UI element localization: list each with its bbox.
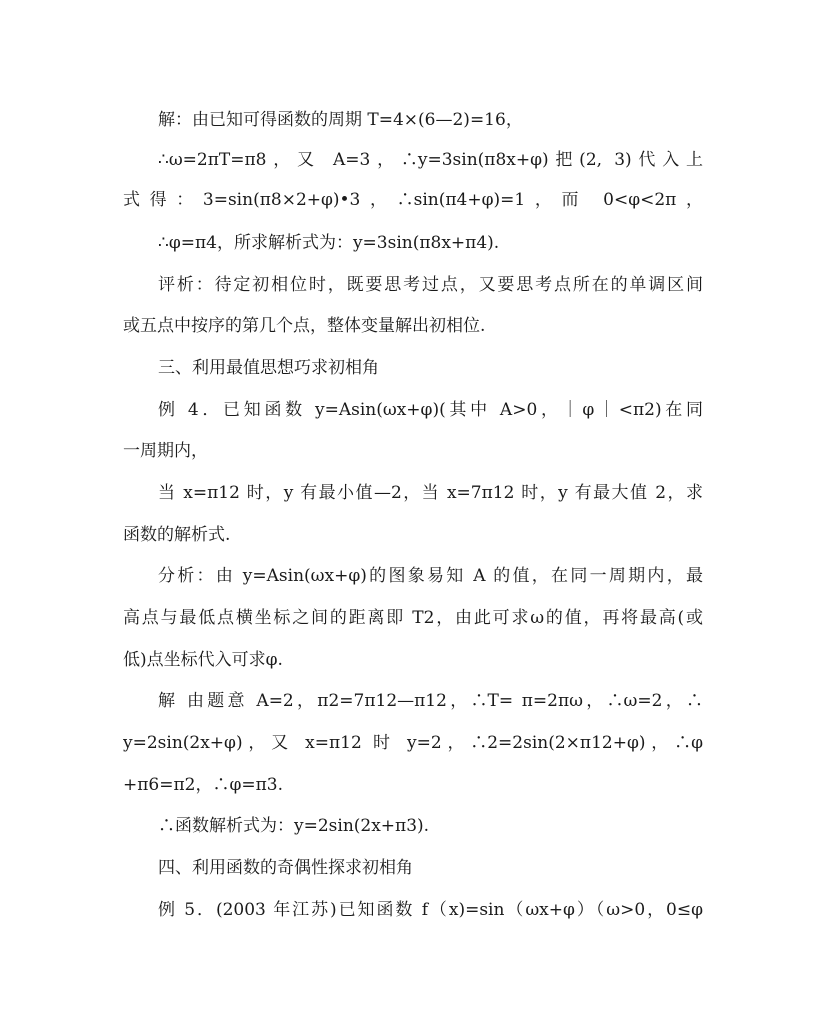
example-paragraph-line: 函数的解析式.: [123, 525, 231, 545]
section-heading: 三、利用最值思想巧求初相角: [158, 358, 379, 378]
solution-paragraph-line: 式得：3=sin(π8×2+φ)•3，∴sin(π4+φ)=1，而 0<φ<2π，: [123, 190, 703, 210]
result-paragraph-line: ∴函数解析式为：y=2sin(2x+π3).: [158, 816, 430, 836]
solution-paragraph-line: +π6=π2，∴φ=π3.: [123, 775, 284, 795]
example-paragraph-line: 一周期内，: [123, 441, 208, 461]
example-paragraph-line: 例 4．已知函数 y=Asin(ωx+φ)(其中 A>0，｜φ｜<π2)在同: [158, 400, 703, 420]
section-heading: 四、利用函数的奇偶性探求初相角: [158, 858, 413, 878]
commentary-paragraph-line: 或五点中按序的第几个点，整体变量解出初相位.: [123, 316, 486, 336]
analysis-paragraph-line: 高点与最低点横坐标之间的距离即 T2，由此可求ω的值，再将最高(或: [123, 608, 703, 628]
solution-paragraph-line: y=2sin(2x+φ)，又 x=π12 时 y=2，∴2=2sin(2×π12+φ)，∴φ: [123, 733, 703, 753]
solution-paragraph-line: 解 由题意 A=2，π2=7π12—π12，∴T= π=2πω，∴ω=2，∴: [158, 691, 703, 711]
analysis-paragraph-line: 分析：由 y=Asin(ωx+φ)的图象易知 A 的值，在同一周期内，最: [158, 566, 703, 586]
solution-paragraph-line: ∴ω=2πT=π8，又 A=3，∴y=3sin(π8x+φ)把(2, 3)代入上: [158, 150, 703, 170]
analysis-paragraph-line: 低)点坐标代入可求φ.: [123, 650, 283, 670]
solution-paragraph-line: ∴φ=π4，所求解析式为：y=3sin(π8x+π4).: [158, 233, 500, 253]
commentary-paragraph-line: 评析：待定初相位时，既要思考过点，又要思考点所在的单调区间: [158, 275, 703, 295]
example-paragraph-line: 例 5．(2003 年江苏)已知函数 f（x)=sin（ωx+φ）（ω>0，0≤φ: [158, 900, 703, 920]
example-paragraph-line: 当 x=π12 时，y 有最小值—2，当 x=7π12 时，y 有最大值 2，求: [158, 483, 703, 503]
solution-paragraph-line: 解：由已知可得函数的周期 T=4×(6—2)=16，: [158, 110, 523, 130]
